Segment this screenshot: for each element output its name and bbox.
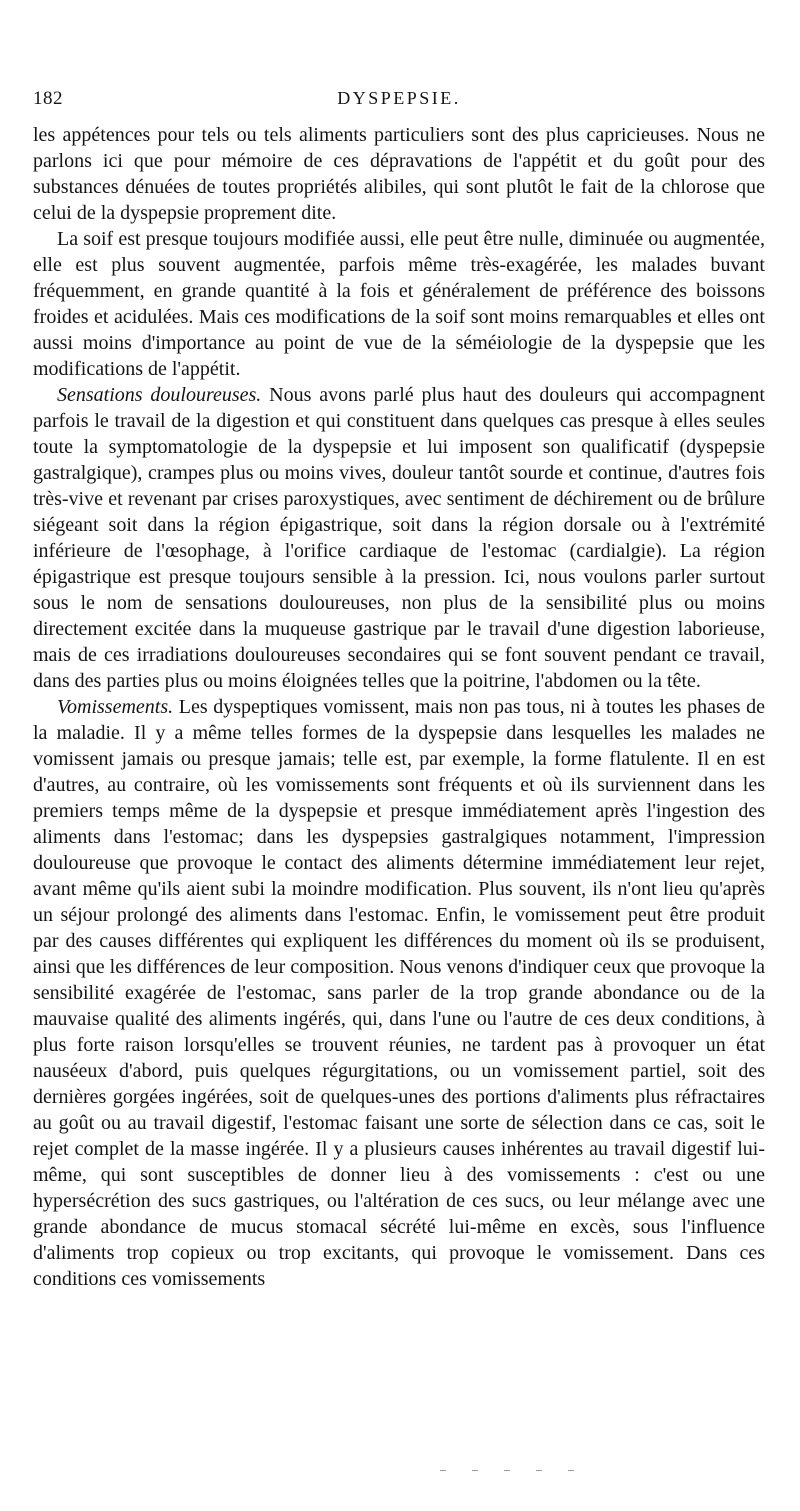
section-heading-painful-sensations: Sensations douloureuses. <box>57 384 262 406</box>
paragraph-text: La soif est presque toujours modifiée aussi, elle peut être nulle, diminuée ou augmentée, elle est plus souvent augmentée, parfois même très-exagérée, les malades buvant fréquemment, en grande quantité à la fois et généralement de préférence des boissons froides et acidulées. Mais ces modifications de la soif sont moins remarquables et elles ont aussi moins d'importance au point de vue de la séméiologie de la dyspepsie que les modifications de l'appétit. <box>33 228 765 380</box>
paragraph-painful-sensations <box>33 382 765 694</box>
scan-mark <box>440 1470 446 1471</box>
page-number: 182 <box>33 88 63 109</box>
book-page <box>33 88 765 1292</box>
paragraph-text: Les dyspeptiques vomissent, mais non pas tous, ni à toutes les phases de la maladie. Il y a même telles formes de la dyspepsie dans lesquelles les malades ne vomissent jamais ou presque jamais; telle est, par exemple, la forme flatulente. Il en est d'autres, au contraire, où les vomissements sont fréquents et où ils surviennent dans les premiers temps même de la dyspepsie et presque immédiatement après l'ingestion des aliments dans l'estomac; dans les dyspepsies gastralgiques notamment, l'impression douloureuse que provoque le contact des aliments détermine immédiatement leur rejet, avant même qu'ils aient subi la moindre modification. Plus souvent, ils n'ont lieu qu'après un séjour prolongé des aliments dans l'estomac. Enfin, le vomissement peut être produit par des causes différentes qui expliquent les différences du moment où ils se produisent, ainsi que les différences de leur composition. Nous venons d'indiquer ceux que provoque la sensibilité exagérée de l'estomac, sans parler de la trop grande abondance ou de la mauvaise qualité des aliments ingérés, qui, dans l'une ou l'autre de ces deux conditions, à plus forte raison lorsqu'elles se trouvent réunies, ne tardent pas à provoquer un état nauséeux d'abord, puis quelques régurgitations, ou un vomissement partiel, soit des dernières gorgées ingérées, soit de quelques-unes des portions d'aliments plus réfractaires au goût ou au travail digestif, l'estomac faisant une sorte de sélection dans ce cas, soit le rejet complet de la masse ingérée. Il y a plusieurs causes inhérentes au travail digestif lui-même, qui sont susceptibles de donner lieu à des vomissements : c'est ou une hypersécrétion des sucs gastriques, ou l'altération de ces sucs, ou leur mélange avec une grande abondance de mucus stomacal sécrété lui-même en excès, sous l'influence d'aliments trop copieux ou trop excitants, qui provoque le vomissement. Dans ces conditions ces vomissements <box>33 696 765 1290</box>
scan-mark <box>504 1470 510 1471</box>
scan-mark <box>568 1470 574 1471</box>
scan-mark <box>472 1470 478 1471</box>
paragraph-text: les appétences pour tels ou tels aliments particuliers sont des plus capricieuses. Nous ne parlons ici que pour mémoire de ces dépravations de l'appétit et du goût pour des substances dénuées de toutes propriétés alibiles, qui sont plutôt le fait de la chlorose que celui de la dyspepsie proprement dite. <box>33 124 765 224</box>
paragraph-appetite-end <box>33 122 765 226</box>
scan-mark <box>536 1470 542 1471</box>
scan-artifact-marks <box>440 1470 600 1480</box>
body-text <box>33 122 765 1292</box>
paragraph-vomiting <box>33 694 765 1292</box>
paragraph-text: Nous avons parlé plus haut des douleurs qui accompagnent parfois le travail de la digestion et qui constituent dans quelques cas presque à elles seules toute la symptomatologie de la dyspepsie et lui imposent son qualificatif (dyspepsie gastralgique), crampes plus ou moins vives, douleur tantôt sourde et continue, d'autres fois très-vive et revenant par crises paroxystiques, avec sentiment de déchirement ou de brûlure siégeant soit dans la région épigastrique, soit dans la région dorsale ou à l'extrémité inférieure de l'œsophage, à l'orifice cardiaque de l'estomac (cardialgie). La région épigastrique est presque toujours sensible à la pression. Ici, nous voulons parler surtout sous le nom de sensations douloureuses, non plus de la sensibilité plus ou moins directement excitée dans la muqueuse gastrique par le travail d'une digestion laborieuse, mais de ces irradiations douloureuses secondaires qui se font souvent pendant ce travail, dans des parties plus ou moins éloignées telles que la poitrine, l'abdomen ou la tête. <box>33 384 765 692</box>
running-title: DYSPEPSIE. <box>337 88 461 108</box>
page-header <box>33 88 765 122</box>
paragraph-thirst <box>33 226 765 382</box>
section-heading-vomiting: Vomissements. <box>57 696 174 718</box>
